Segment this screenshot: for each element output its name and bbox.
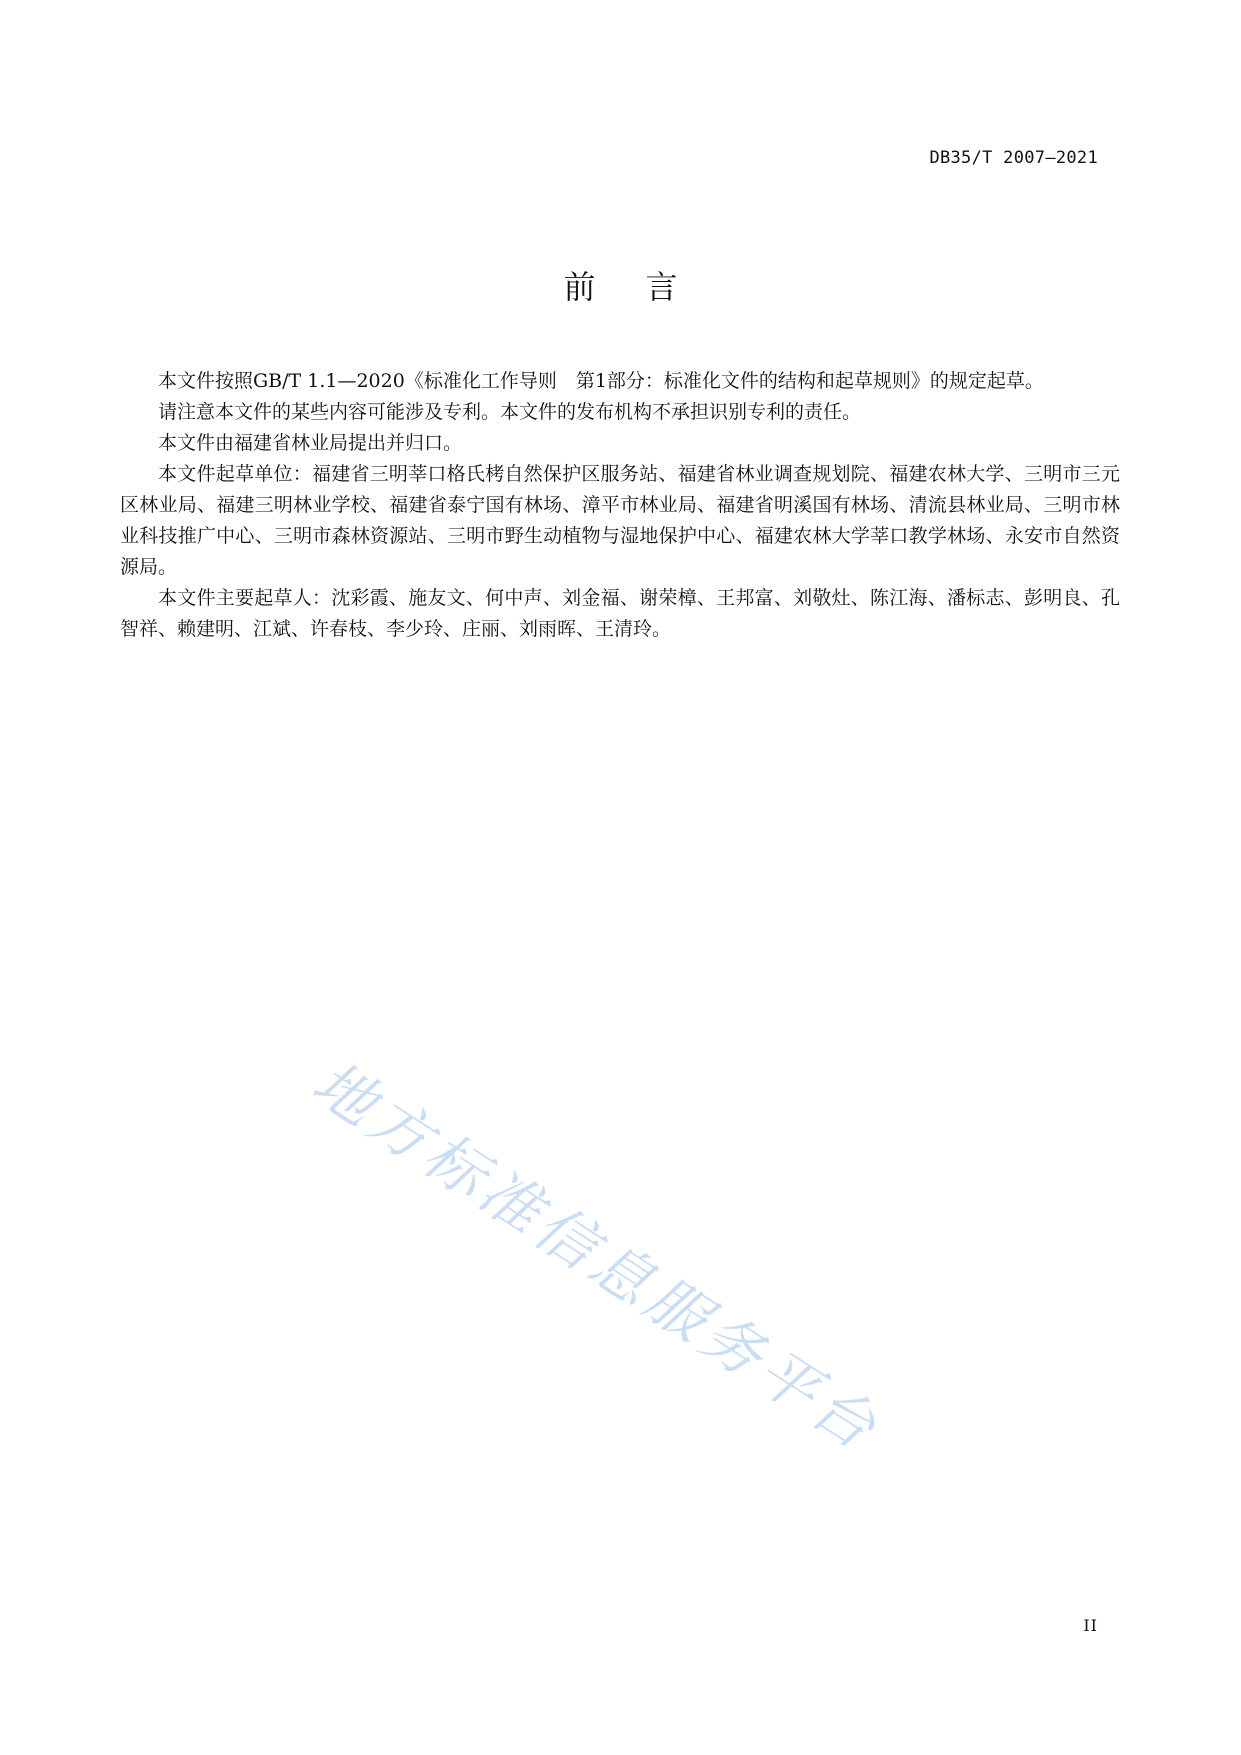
paragraph-drafters: 本文件主要起草人：沈彩霞、施友文、何中声、刘金福、谢荣樟、王邦富、刘敬灶、陈江海、潘标志、彭明良、孔智祥、赖建明、江斌、许春枝、李少玲、庄丽、刘雨晖、王清玲。 xyxy=(120,587,1120,640)
paragraph-drafting-rules: 本文件按照GB/T 1.1—2020《标准化工作导则 第1部分：标准化文件的结构和起草规则》的规定起草。 xyxy=(158,370,1044,392)
paragraph-proposer: 本文件由福建省林业局提出并归口。 xyxy=(158,432,463,454)
page-number: II xyxy=(1083,1616,1098,1635)
watermark: 地方标准信息服务平台 xyxy=(300,1047,892,1467)
paragraph-patent-notice: 请注意本文件的某些内容可能涉及专利。本文件的发布机构不承担识别专利的责任。 xyxy=(158,401,862,423)
paragraph-drafting-units: 本文件起草单位：福建省三明莘口格氏栲自然保护区服务站、福建省林业调查规划院、福建农林大学、三明市三元区林业局、福建三明林业学校、福建省泰宁国有林场、漳平市林业局、福建省明溪国有林场、清流县林业局、三明市林业科技推广中心、三明市森林资源站、三明市野生动植物与湿地保护中心、福建农林大学莘口教学林场、永安市自然资源局。 xyxy=(120,463,1120,578)
page-title: 前言 xyxy=(563,268,728,306)
document-code: DB35/T 2007—2021 xyxy=(929,148,1098,168)
foreword-body xyxy=(120,366,1120,645)
